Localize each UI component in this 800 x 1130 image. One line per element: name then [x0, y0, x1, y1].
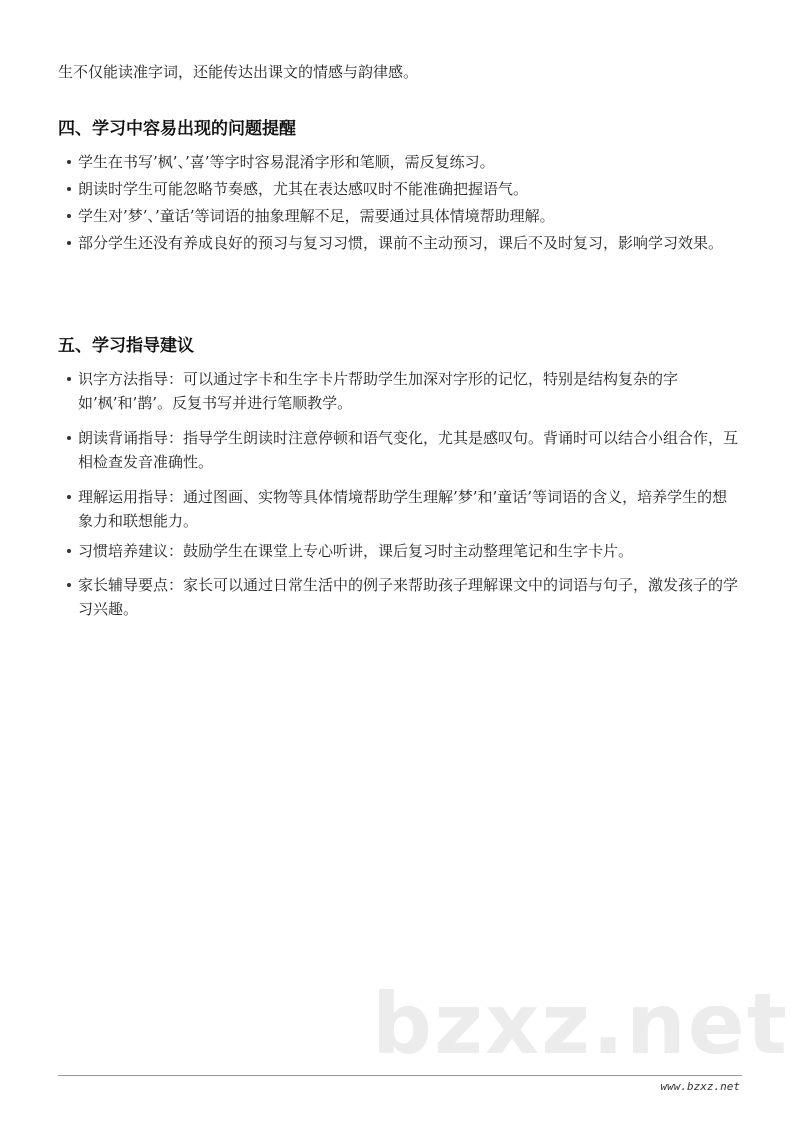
list-item: 家长辅导要点：家长可以通过日常生活中的例子来帮助孩子理解课文中的词语与句子，激发孩子的学习兴趣。	[58, 573, 742, 621]
paragraph-intro-tail: 生不仅能读准字词，还能传达出课文的情感与韵律感。	[58, 63, 419, 81]
footer-url: www.bzxz.net	[660, 1080, 740, 1093]
list-item: 部分学生还没有养成良好的预习与复习习惯，课前不主动预习，课后不及时复习，影响学习效果。	[58, 231, 742, 255]
section-4-list	[58, 150, 742, 258]
section-5-heading: 五、学习指导建议	[58, 336, 194, 356]
footer-divider	[58, 1075, 742, 1076]
watermark: bzxz.net	[372, 975, 789, 1073]
list-item: 学生对’梦’、’童话’等词语的抽象理解不足，需要通过具体情境帮助理解。	[58, 204, 742, 228]
list-item: 学生在书写’枫’、’喜’等字时容易混淆字形和笔顺，需反复练习。	[58, 150, 742, 174]
list-item: 识字方法指导：可以通过字卡和生字卡片帮助学生加深对字形的记忆，特别是结构复杂的字如’枫’和’鹊’。反复书写并进行笔顺教学。	[58, 367, 742, 415]
list-item: 朗读时学生可能忽略节奏感，尤其在表达感叹时不能准确把握语气。	[58, 177, 742, 201]
list-item: 习惯培养建议：鼓励学生在课堂上专心听讲，课后复习时主动整理笔记和生字卡片。	[58, 539, 742, 563]
section-4-heading: 四、学习中容易出现的问题提醒	[58, 119, 296, 139]
section-5-list	[58, 367, 742, 624]
list-item: 朗读背诵指导：指导学生朗读时注意停顿和语气变化，尤其是感叹句。背诵时可以结合小组合作，互相检查发音准确性。	[58, 426, 742, 474]
list-item: 理解运用指导：通过图画、实物等具体情境帮助学生理解’梦’和’童话’等词语的含义，培养学生的想象力和联想能力。	[58, 485, 742, 533]
